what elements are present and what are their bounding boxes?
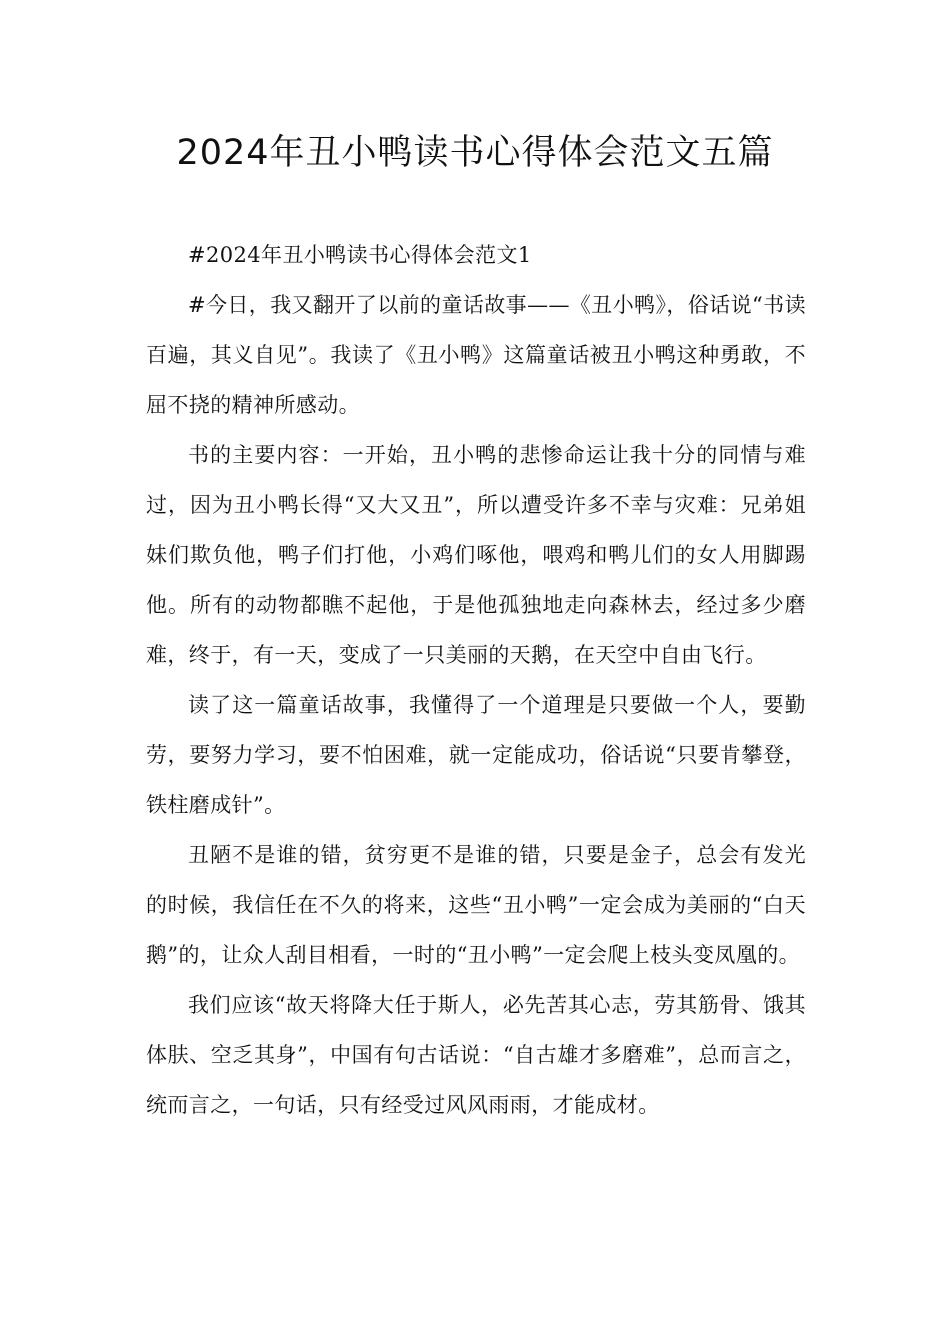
document-title: 2024年丑小鸭读书心得体会范文五篇 — [176, 133, 774, 173]
paragraph: #今日，我又翻开了以前的童话故事——《丑小鸭》，俗话说“书读百遍，其义自见”。我读了《丑小鸭》这篇童话被丑小鸭这种勇敢，不屈不挠的精神所感动。 — [146, 293, 806, 417]
paragraph: 我们应该“故天将降大任于斯人，必先苦其心志，劳其筋骨、饿其体肤、空乏其身”，中国有句古话说：“自古雄才多磨难”，总而言之，统而言之，一句话，只有经受过风风雨雨，才能成材。 — [146, 993, 806, 1117]
paragraph: 读了这一篇童话故事，我懂得了一个道理是只要做一个人，要勤劳，要努力学习，要不怕困难，就一定能成功，俗话说“只要肯攀登，铁柱磨成针”。 — [146, 693, 806, 817]
paragraph: 丑陋不是谁的错，贫穷更不是谁的错，只要是金子，总会有发光的时候，我信任在不久的将来，这些“丑小鸭”一定会成为美丽的“白天鹅”的，让众人刮目相看，一时的“丑小鸭”一定会爬上枝头变凤凰的。 — [146, 843, 806, 967]
document-body — [146, 230, 806, 1130]
paragraph: 书的主要内容：一开始，丑小鸭的悲惨命运让我十分的同情与难过，因为丑小鸭长得“又大又丑”，所以遭受许多不幸与灾难：兄弟姐妹们欺负他，鸭子们打他，小鸡们啄他，喂鸡和鸭儿们的女人用脚踢他。所有的动物都瞧不起他，于是他孤独地走向森林去，经过多少磨难，终于，有一天，变成了一只美丽的天鹅，在天空中自由飞行。 — [146, 443, 806, 667]
section-heading: #2024年丑小鸭读书心得体会范文1 — [188, 243, 532, 267]
